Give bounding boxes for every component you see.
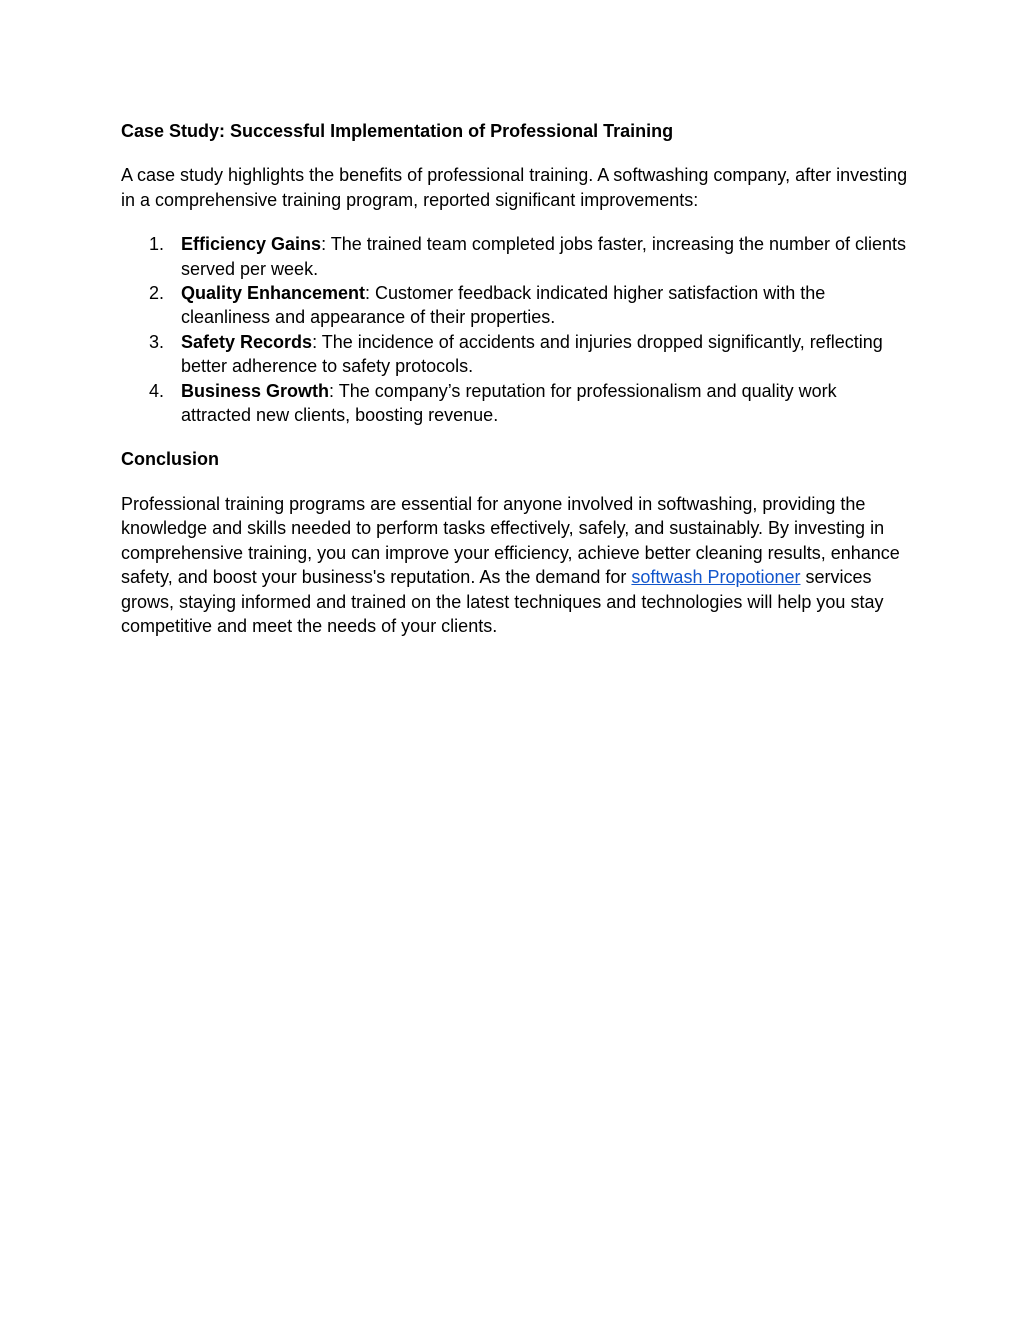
conclusion-text-end: services grows, staying informed and trained on the latest techniques and technologies will help you stay competitive and meet the needs of your clients. [121, 567, 884, 636]
list-number: 2. [149, 283, 165, 304]
list-item [121, 232, 911, 281]
conclusion-heading: Conclusion [121, 449, 219, 470]
spacer [121, 212, 911, 232]
list-text: : The company’s reputation for professionalism and quality work attracted new clients, boosting revenue. [181, 380, 837, 426]
list-item [121, 330, 911, 379]
case-study-intro: A case study highlights the benefits of professional training. A softwashing company, after investing in a comprehensive training program, reported significant improvements: [121, 165, 908, 210]
list-item [121, 281, 911, 330]
list-item [121, 379, 911, 428]
conclusion-paragraph [121, 492, 911, 638]
case-study-heading: Case Study: Successful Implementation of Professional Training [121, 121, 674, 141]
list-text: : Customer feedback indicated higher satisfaction with the cleanliness and appearance of their properties. [181, 283, 826, 328]
document-page [121, 119, 911, 638]
improvements-list [121, 232, 911, 427]
list-text: : The trained team completed jobs faster, increasing the number of clients served per week. [181, 234, 907, 279]
list-term: Business Growth [181, 380, 330, 401]
spacer [121, 143, 911, 163]
list-number: 3. [149, 331, 165, 352]
list-term: Quality Enhancement [181, 283, 366, 304]
list-term: Efficiency Gains [181, 234, 322, 255]
softwash-propotioner-link[interactable]: softwash Propotioner [631, 567, 801, 588]
list-number: 4. [149, 380, 165, 401]
spacer [121, 472, 911, 492]
spacer [121, 427, 911, 447]
conclusion-text-start: Professional training programs are essential for anyone involved in softwashing, providing the knowledge and skills needed to perform tasks effectively, safely, and sustainably. By investing in comprehensive training, you can improve your efficiency, achieve better cleaning results, enhance safety, and boost your business's reputation. As the demand for [121, 493, 900, 588]
list-number: 1. [149, 234, 165, 255]
list-term: Safety Records [181, 331, 313, 352]
list-text: : The incidence of accidents and injuries dropped significantly, reflecting better adherence to safety protocols. [181, 331, 883, 377]
